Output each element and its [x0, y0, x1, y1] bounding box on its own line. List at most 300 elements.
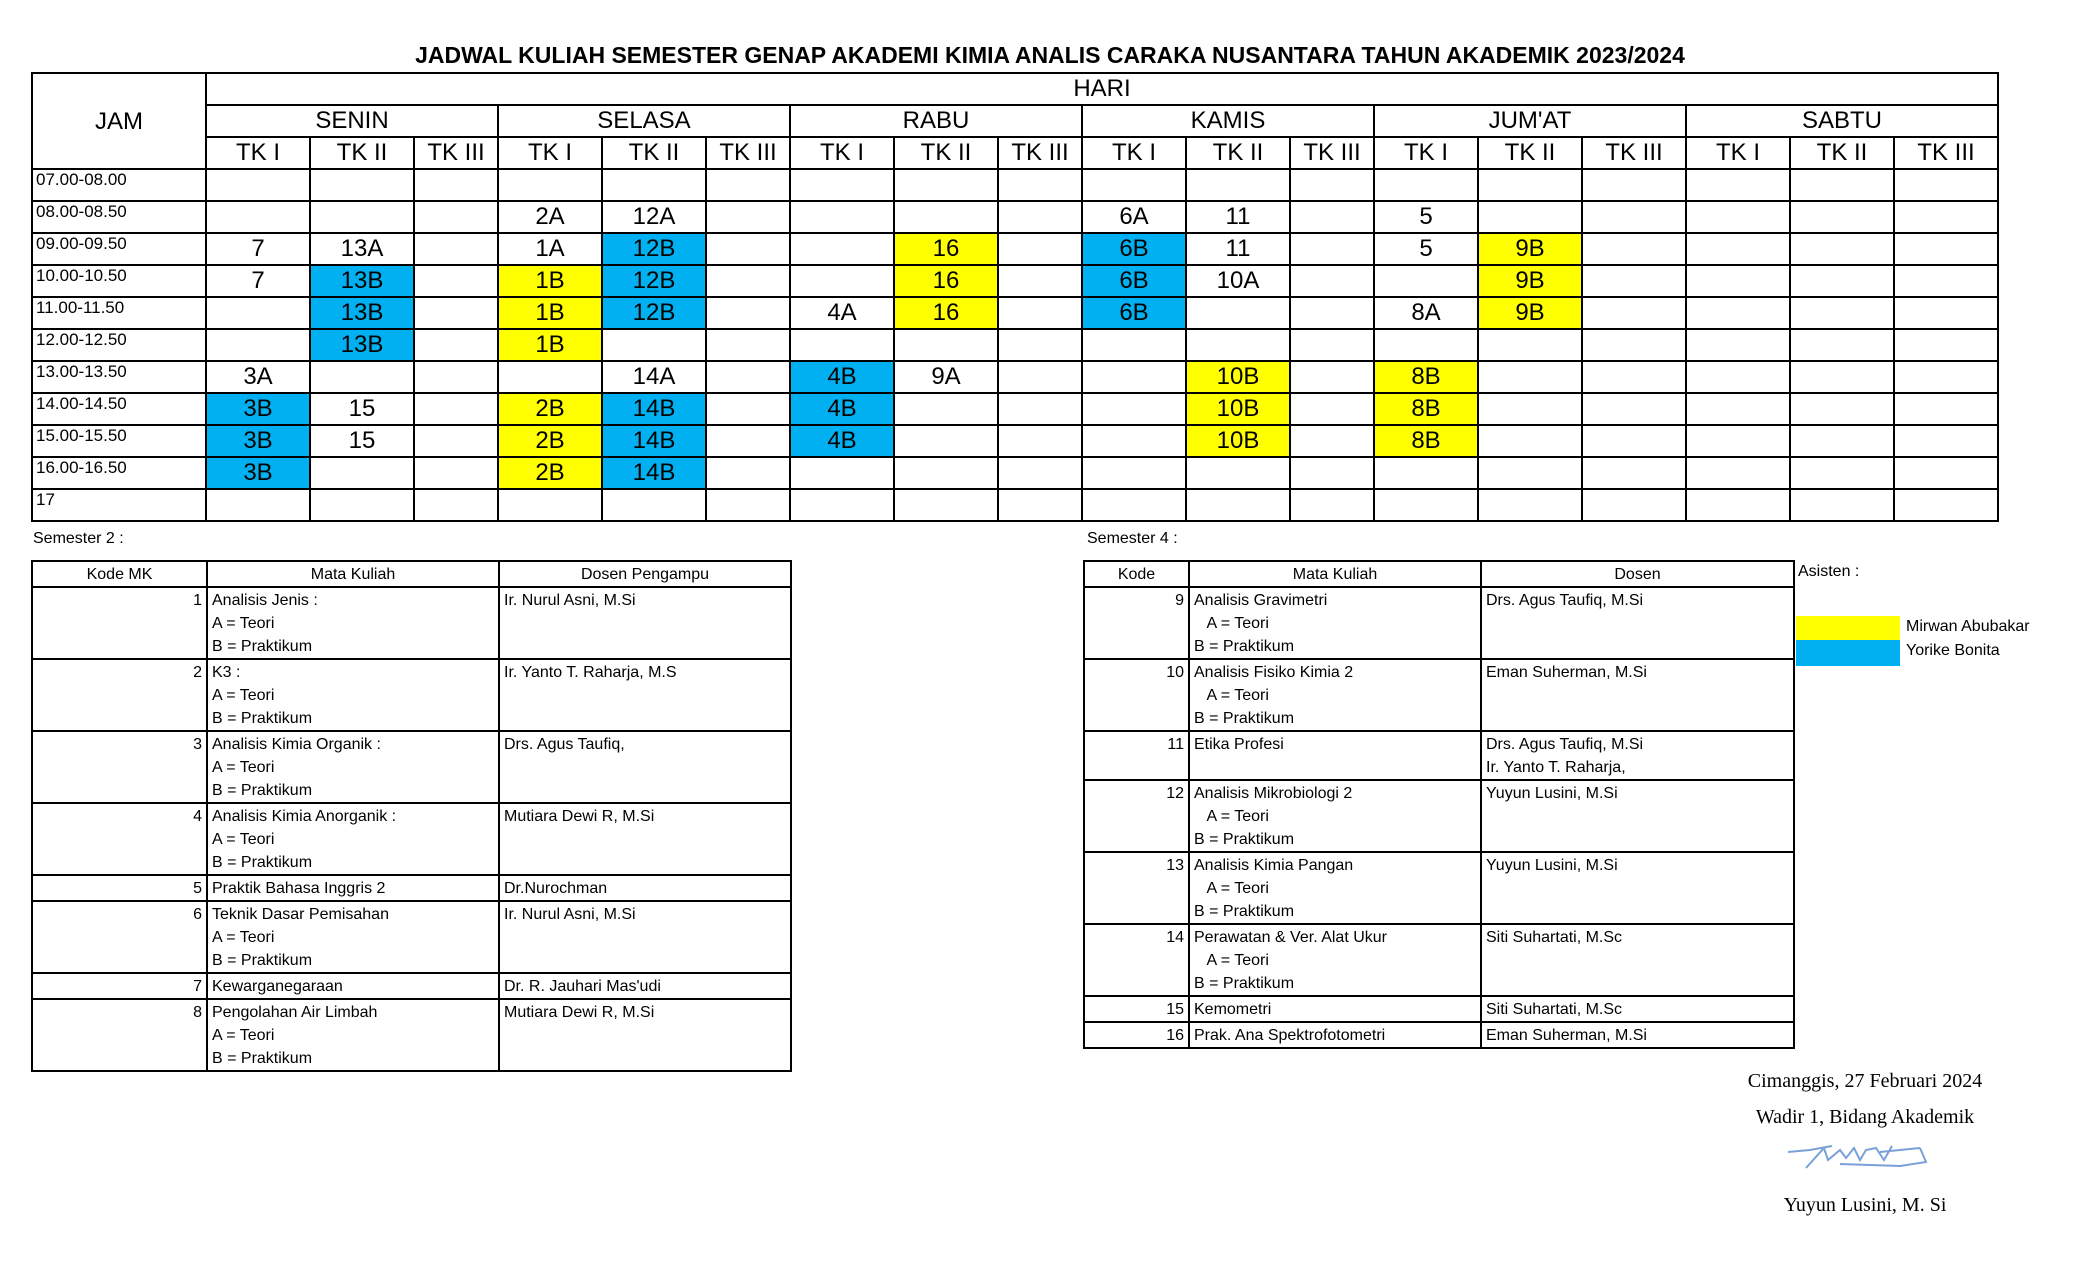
course-line: A = Teori	[1194, 687, 1269, 704]
semester2-label: Semester 2 :	[33, 530, 124, 547]
schedule-cell	[1790, 425, 1894, 457]
course-line: B = Praktikum	[1194, 831, 1295, 848]
schedule-cell: 12B	[602, 265, 706, 297]
schedule-cell	[894, 169, 998, 201]
schedule-cell	[894, 393, 998, 425]
course-line: Analisis Fisiko Kimia 2	[1194, 664, 1354, 681]
legend-label-yorike: Yorike Bonita	[1906, 642, 2000, 659]
schedule-row	[32, 265, 1998, 297]
signature-name: Yuyun Lusini, M. Si	[1783, 1194, 1947, 1216]
schedule-row	[32, 233, 1998, 265]
schedule-cell	[998, 233, 1082, 265]
course-row	[32, 659, 791, 731]
schedule-cell	[1894, 265, 1998, 297]
course-lecturer	[1481, 587, 1794, 659]
course-line: B = Praktikum	[212, 952, 313, 969]
course-row	[1084, 780, 1794, 852]
lecturer-name: Drs. Agus Taufiq,	[504, 736, 625, 753]
schedule-cell: 4B	[790, 425, 894, 457]
schedule-cell	[1582, 425, 1686, 457]
time-slot: 12.00-12.50	[32, 329, 206, 361]
level-header: TK II	[1478, 137, 1582, 169]
schedule-cell	[1582, 233, 1686, 265]
schedule-cell	[1790, 265, 1894, 297]
schedule-cell	[1894, 425, 1998, 457]
day-header: SENIN	[206, 105, 498, 137]
schedule-cell	[414, 329, 498, 361]
schedule-cell	[1290, 457, 1374, 489]
schedule-cell	[998, 169, 1082, 201]
schedule-cell: 6B	[1082, 265, 1186, 297]
schedule-cell: 5	[1374, 233, 1478, 265]
col-header-code: Kode MK	[32, 561, 207, 587]
schedule-cell	[1290, 297, 1374, 329]
schedule-cell	[1582, 457, 1686, 489]
schedule-cell	[498, 169, 602, 201]
level-header: TK I	[498, 137, 602, 169]
schedule-cell	[414, 233, 498, 265]
schedule-cell: 13B	[310, 265, 414, 297]
legend-label-mirwan: Mirwan Abubakar	[1906, 618, 2030, 635]
schedule-cell	[1186, 489, 1290, 521]
schedule-cell: 16	[894, 265, 998, 297]
course-name	[207, 731, 499, 803]
course-name	[207, 659, 499, 731]
level-header: TK III	[706, 137, 790, 169]
col-header-course: Mata Kuliah	[207, 561, 499, 587]
course-row	[32, 731, 791, 803]
course-lecturer	[1481, 996, 1794, 1022]
time-slot: 16.00-16.50	[32, 457, 206, 489]
course-code: 11	[1084, 731, 1189, 780]
schedule-cell	[1374, 265, 1478, 297]
time-slot: 10.00-10.50	[32, 265, 206, 297]
schedule-cell	[1478, 489, 1582, 521]
schedule-cell	[1686, 361, 1790, 393]
course-line: B = Praktikum	[1194, 710, 1295, 727]
schedule-cell	[1082, 425, 1186, 457]
course-name	[1189, 659, 1481, 731]
schedule-cell	[790, 265, 894, 297]
time-slot: 15.00-15.50	[32, 425, 206, 457]
schedule-cell	[1582, 489, 1686, 521]
course-line: K3 :	[212, 664, 241, 681]
course-line: Teknik Dasar Pemisahan	[212, 906, 389, 923]
schedule-cell	[790, 489, 894, 521]
course-row	[1084, 659, 1794, 731]
schedule-cell: 11	[1186, 233, 1290, 265]
course-code: 12	[1084, 780, 1189, 852]
schedule-cell	[1790, 233, 1894, 265]
course-lecturer	[1481, 852, 1794, 924]
schedule-cell	[1790, 361, 1894, 393]
signature-position: Wadir 1, Bidang Akademik	[1755, 1106, 1975, 1128]
time-slot: 11.00-11.50	[32, 297, 206, 329]
schedule-cell	[206, 169, 310, 201]
level-header: TK II	[602, 137, 706, 169]
schedule-cell: 8B	[1374, 425, 1478, 457]
schedule-row	[32, 361, 1998, 393]
schedule-cell	[1290, 361, 1374, 393]
schedule-cell	[998, 425, 1082, 457]
course-lecturer	[499, 999, 791, 1071]
schedule-row	[32, 169, 1998, 201]
schedule-cell	[414, 457, 498, 489]
schedule-cell	[790, 201, 894, 233]
day-header: SABTU	[1686, 105, 1998, 137]
schedule-cell: 16	[894, 297, 998, 329]
schedule-cell: 5	[1374, 201, 1478, 233]
page-title: JADWAL KULIAH SEMESTER GENAP AKADEMI KIMIA ANALIS CARAKA NUSANTARA TAHUN AKADEMIK 2023/2024	[415, 42, 1685, 68]
schedule-cell: 15	[310, 425, 414, 457]
schedule-cell	[894, 201, 998, 233]
schedule-cell	[1082, 169, 1186, 201]
time-slot: 13.00-13.50	[32, 361, 206, 393]
course-name	[207, 587, 499, 659]
schedule-cell	[1894, 169, 1998, 201]
schedule-cell: 12A	[602, 201, 706, 233]
schedule-cell	[1790, 169, 1894, 201]
schedule-cell	[1686, 329, 1790, 361]
course-code: 9	[1084, 587, 1189, 659]
schedule-cell: 16	[894, 233, 998, 265]
course-name	[1189, 852, 1481, 924]
schedule-cell	[1894, 457, 1998, 489]
schedule-row	[32, 201, 1998, 233]
schedule-cell	[706, 297, 790, 329]
schedule-cell: 4B	[790, 361, 894, 393]
course-code: 5	[32, 875, 207, 901]
course-name	[1189, 587, 1481, 659]
course-lecturer	[499, 875, 791, 901]
schedule-cell	[706, 489, 790, 521]
hari-header: HARI	[206, 73, 1998, 105]
schedule-cell: 6B	[1082, 233, 1186, 265]
schedule-cell	[310, 361, 414, 393]
schedule-cell: 1A	[498, 233, 602, 265]
course-code: 4	[32, 803, 207, 875]
lecturer-name: Drs. Agus Taufiq, M.Si	[1486, 592, 1644, 609]
schedule-cell	[894, 489, 998, 521]
schedule-cell	[894, 425, 998, 457]
schedule-cell: 8B	[1374, 361, 1478, 393]
schedule-cell: 14B	[602, 393, 706, 425]
schedule-cell	[1374, 489, 1478, 521]
schedule-cell: 3B	[206, 457, 310, 489]
course-line: A = Teori	[1194, 808, 1269, 825]
course-row	[1084, 587, 1794, 659]
lecturer-name: Siti Suhartati, M.Sc	[1486, 1001, 1623, 1018]
schedule-cell	[706, 393, 790, 425]
schedule-cell	[1290, 265, 1374, 297]
schedule-cell	[414, 297, 498, 329]
course-row	[32, 803, 791, 875]
handwritten-signature	[1780, 1138, 1960, 1178]
course-row	[32, 999, 791, 1071]
lecturer-name: Ir. Yanto T. Raharja, M.S	[504, 664, 677, 681]
schedule-cell	[706, 169, 790, 201]
schedule-cell	[1082, 489, 1186, 521]
schedule-cell	[1894, 329, 1998, 361]
schedule-cell: 13B	[310, 297, 414, 329]
schedule-cell: 2B	[498, 457, 602, 489]
schedule-cell: 12B	[602, 233, 706, 265]
level-header: TK II	[310, 137, 414, 169]
schedule-cell	[1790, 329, 1894, 361]
schedule-cell	[602, 489, 706, 521]
lecturer-name: Ir. Nurul Asni, M.Si	[504, 592, 636, 609]
course-row	[1084, 1022, 1794, 1048]
schedule-cell	[1790, 489, 1894, 521]
schedule-cell	[1478, 201, 1582, 233]
schedule-cell	[1290, 489, 1374, 521]
course-name	[207, 999, 499, 1071]
schedule-cell	[1478, 361, 1582, 393]
course-line: B = Praktikum	[212, 638, 313, 655]
schedule-cell	[1894, 201, 1998, 233]
course-lecturer	[499, 973, 791, 999]
schedule-cell	[1478, 425, 1582, 457]
course-code: 13	[1084, 852, 1189, 924]
time-slot: 09.00-09.50	[32, 233, 206, 265]
semester4-course-table	[1083, 560, 1795, 1049]
course-line: Analisis Mikrobiologi 2	[1194, 785, 1353, 802]
schedule-cell	[206, 329, 310, 361]
schedule-cell: 13A	[310, 233, 414, 265]
schedule-cell	[1186, 169, 1290, 201]
lecturer-name: Yuyun Lusini, M.Si	[1486, 857, 1618, 874]
schedule-cell	[1478, 393, 1582, 425]
schedule-cell	[498, 489, 602, 521]
schedule-cell	[1582, 393, 1686, 425]
schedule-cell	[790, 233, 894, 265]
course-name	[1189, 924, 1481, 996]
schedule-cell	[1790, 201, 1894, 233]
schedule-cell	[998, 297, 1082, 329]
lecturer-name: Mutiara Dewi R, M.Si	[504, 808, 655, 825]
lecturer-name: Yuyun Lusini, M.Si	[1486, 785, 1618, 802]
time-slot: 14.00-14.50	[32, 393, 206, 425]
schedule-cell: 1B	[498, 265, 602, 297]
schedule-cell: 10B	[1186, 361, 1290, 393]
schedule-cell	[414, 425, 498, 457]
schedule-cell	[998, 489, 1082, 521]
course-line: Praktik Bahasa Inggris 2	[212, 880, 386, 897]
course-name	[1189, 996, 1481, 1022]
schedule-cell	[1894, 393, 1998, 425]
course-code: 1	[32, 587, 207, 659]
course-code: 16	[1084, 1022, 1189, 1048]
course-line: B = Praktikum	[212, 854, 313, 871]
level-header: TK III	[414, 137, 498, 169]
course-row	[32, 973, 791, 999]
schedule-cell	[602, 169, 706, 201]
course-line: Analisis Kimia Organik :	[212, 736, 381, 753]
schedule-cell	[414, 169, 498, 201]
schedule-cell	[998, 457, 1082, 489]
schedule-row	[32, 489, 1998, 521]
course-line: Prak. Ana Spektrofotometri	[1194, 1027, 1386, 1044]
course-lecturer	[1481, 731, 1794, 780]
schedule-cell: 4A	[790, 297, 894, 329]
lecturer-name: Drs. Agus Taufiq, M.Si	[1486, 736, 1644, 753]
day-header: RABU	[790, 105, 1082, 137]
schedule-cell	[1478, 457, 1582, 489]
schedule-cell	[1894, 297, 1998, 329]
schedule-cell	[1790, 393, 1894, 425]
lecturer-name: Siti Suhartati, M.Sc	[1486, 929, 1623, 946]
schedule-cell	[1478, 329, 1582, 361]
schedule-cell: 11	[1186, 201, 1290, 233]
course-lecturer	[499, 659, 791, 731]
schedule-cell: 14A	[602, 361, 706, 393]
col-header-code: Kode	[1084, 561, 1189, 587]
course-line: A = Teori	[1194, 880, 1269, 897]
course-line: Kewarganegaraan	[212, 978, 343, 995]
course-line: B = Praktikum	[1194, 975, 1295, 992]
schedule-cell	[1082, 361, 1186, 393]
schedule-cell: 9B	[1478, 265, 1582, 297]
course-lecturer	[1481, 780, 1794, 852]
schedule-cell: 10B	[1186, 425, 1290, 457]
course-lecturer	[499, 587, 791, 659]
course-name	[207, 901, 499, 973]
course-code: 2	[32, 659, 207, 731]
schedule-cell	[1582, 265, 1686, 297]
schedule-cell	[1686, 425, 1790, 457]
schedule-cell: 3A	[206, 361, 310, 393]
day-header: KAMIS	[1082, 105, 1374, 137]
time-slot: 07.00-08.00	[32, 169, 206, 201]
course-row	[1084, 924, 1794, 996]
schedule-cell	[1582, 169, 1686, 201]
semester2-course-table	[31, 560, 792, 1072]
course-line: A = Teori	[212, 1027, 275, 1044]
schedule-cell: 14B	[602, 457, 706, 489]
schedule-cell	[706, 233, 790, 265]
legend-swatch-yellow	[1796, 616, 1900, 642]
schedule-table	[31, 72, 1999, 522]
schedule-cell: 7	[206, 233, 310, 265]
course-row	[32, 875, 791, 901]
schedule-cell	[1186, 457, 1290, 489]
schedule-cell: 8A	[1374, 297, 1478, 329]
schedule-cell	[998, 329, 1082, 361]
course-lecturer	[499, 803, 791, 875]
signature-place-date: Cimanggis, 27 Februari 2024	[1747, 1070, 1983, 1092]
course-line: A = Teori	[212, 615, 275, 632]
level-header: TK III	[1582, 137, 1686, 169]
schedule-cell	[1686, 201, 1790, 233]
course-name	[207, 973, 499, 999]
course-line: B = Praktikum	[212, 1050, 313, 1067]
lecturer-name: Dr.Nurochman	[504, 880, 608, 897]
course-code: 14	[1084, 924, 1189, 996]
schedule-cell: 2B	[498, 425, 602, 457]
lecturer-name: Eman Suherman, M.Si	[1486, 1027, 1647, 1044]
lecturer-name: Eman Suherman, M.Si	[1486, 664, 1647, 681]
course-name	[207, 875, 499, 901]
course-row	[1084, 852, 1794, 924]
schedule-cell	[1790, 297, 1894, 329]
schedule-cell	[414, 393, 498, 425]
level-header: TK I	[1686, 137, 1790, 169]
schedule-cell	[1290, 169, 1374, 201]
schedule-cell	[310, 169, 414, 201]
lecturer-name: Dr. R. Jauhari Mas'udi	[504, 978, 661, 995]
course-name	[1189, 780, 1481, 852]
schedule-cell	[706, 361, 790, 393]
schedule-cell	[414, 361, 498, 393]
course-code: 15	[1084, 996, 1189, 1022]
schedule-cell	[894, 329, 998, 361]
schedule-cell	[998, 201, 1082, 233]
course-line	[1194, 756, 1476, 779]
schedule-cell	[1686, 297, 1790, 329]
schedule-cell	[1082, 457, 1186, 489]
schedule-cell	[1582, 329, 1686, 361]
schedule-cell	[1290, 393, 1374, 425]
course-code: 10	[1084, 659, 1189, 731]
course-line: A = Teori	[212, 759, 275, 776]
course-line: A = Teori	[1194, 952, 1269, 969]
course-name	[1189, 731, 1481, 780]
schedule-cell	[1894, 233, 1998, 265]
day-header: JUM'AT	[1374, 105, 1686, 137]
schedule-cell: 14B	[602, 425, 706, 457]
course-line: A = Teori	[212, 929, 275, 946]
course-code: 8	[32, 999, 207, 1071]
course-name	[207, 803, 499, 875]
level-header: TK III	[1290, 137, 1374, 169]
col-header-lecturer: Dosen Pengampu	[499, 561, 791, 587]
schedule-cell	[706, 201, 790, 233]
schedule-row	[32, 425, 1998, 457]
course-line: B = Praktikum	[1194, 638, 1295, 655]
course-line: Analisis Kimia Pangan	[1194, 857, 1354, 874]
schedule-cell: 9B	[1478, 233, 1582, 265]
schedule-cell: 2B	[498, 393, 602, 425]
schedule-cell	[1686, 393, 1790, 425]
schedule-cell	[1290, 425, 1374, 457]
schedule-cell: 3B	[206, 425, 310, 457]
schedule-cell	[414, 265, 498, 297]
schedule-cell	[414, 201, 498, 233]
schedule-cell	[998, 361, 1082, 393]
level-header: TK III	[1894, 137, 1998, 169]
schedule-cell	[1082, 329, 1186, 361]
semester4-label: Semester 4 :	[1087, 530, 1178, 547]
schedule-cell	[1478, 169, 1582, 201]
course-line: Analisis Jenis :	[212, 592, 318, 609]
schedule-cell	[1082, 393, 1186, 425]
schedule-cell	[1186, 329, 1290, 361]
schedule-row	[32, 457, 1998, 489]
schedule-cell	[1582, 361, 1686, 393]
schedule-cell: 9B	[1478, 297, 1582, 329]
schedule-cell: 1B	[498, 329, 602, 361]
lecturer-name: Ir. Nurul Asni, M.Si	[504, 906, 636, 923]
course-line: Perawatan & Ver. Alat Ukur	[1194, 929, 1387, 946]
level-header: TK I	[1082, 137, 1186, 169]
schedule-cell	[1790, 457, 1894, 489]
course-lecturer	[499, 731, 791, 803]
time-slot: 17	[32, 489, 206, 521]
schedule-cell	[1894, 489, 1998, 521]
schedule-cell	[1894, 361, 1998, 393]
course-code: 3	[32, 731, 207, 803]
schedule-cell	[414, 489, 498, 521]
